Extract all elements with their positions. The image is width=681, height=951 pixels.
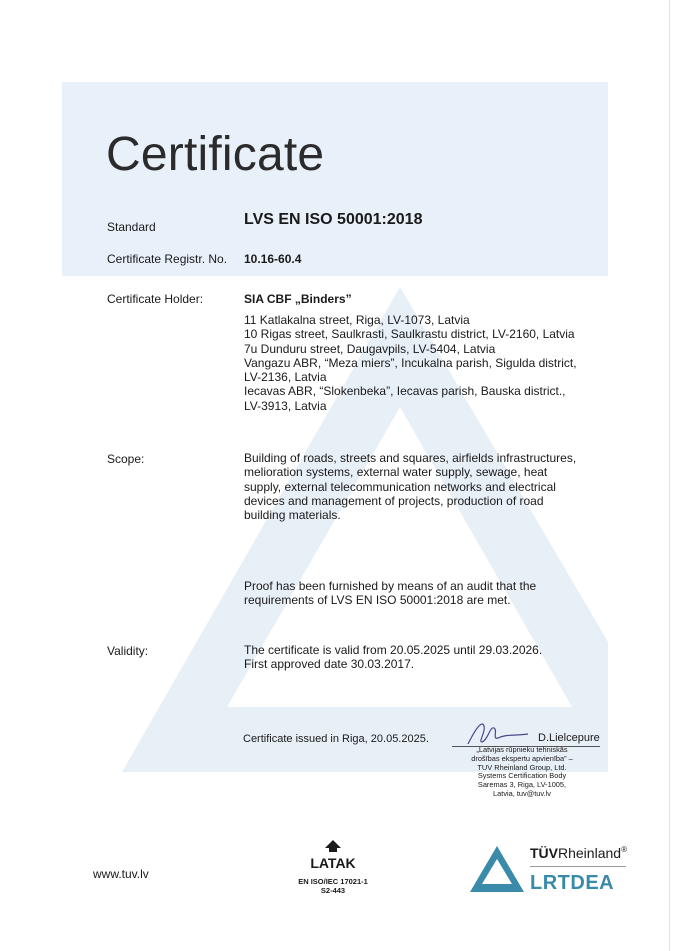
standard-value: LVS EN ISO 50001:2018 [244,211,423,228]
scope-text [244,451,576,522]
proof-line: requirements of LVS EN ISO 50001:2018 are met. [244,593,511,608]
standard-label: Standard [107,220,156,234]
address-line: 11 Katlakalna street, Riga, LV-1073, Latvia [244,313,470,327]
holder-name: SIA CBF „Binders” [244,292,352,306]
proof-line: Proof has been furnished by means of an audit that the [244,579,537,593]
page-edge-divider [669,0,670,951]
latak-logo-icon [303,838,363,872]
website-link[interactable]: www.tuv.lv [93,867,149,881]
issuer-stamp [442,746,602,799]
validity-line: First approved date 30.03.2017. [244,657,415,672]
scope-line: supply, external telecommunication networks and electrical [244,479,556,494]
issuer-line: „Latvijas rūpnieku tehniskās [476,745,568,754]
certificate-title: Certificate [106,128,325,181]
issuer-line: Saremas 3, Riga, LV-1005, [477,780,567,790]
address-line: LV-3913, Latvia [244,398,327,413]
signature-scribble-icon [462,718,532,748]
tuv-bold-text: TÜV [530,845,558,861]
issuer-line: Latvia, tuv@tuv.lv [493,788,551,798]
address-line: LV-2136, Latvia [244,370,327,385]
accreditation-line: S2-443 [320,886,346,895]
triangle-watermark-icon [62,82,608,812]
holder-address [244,313,577,413]
signatory-name: D.Lielcepure [538,732,600,744]
issuer-line: drošības ekspertu apvienība” – [471,753,573,763]
tuv-triangle-logo-icon [468,842,526,894]
scope-line: Building of roads, streets and squares, airfields infrastructures, [244,451,577,465]
brand-divider [530,866,626,867]
tuv-rheinland-wordmark [530,845,627,861]
certificate-panel [62,82,608,812]
scope-line: melioration systems, external water supply, sewage, heat [244,465,548,480]
tuv-rest-text: Rheinland [558,845,622,861]
svg-text:LATAK: LATAK [310,855,356,871]
accreditation-line: EN ISO/IEC 17021-1 [298,877,368,886]
scope-line: devices and management of projects, production of road [244,493,544,508]
registr-label: Certificate Registr. No. [107,252,228,266]
registered-mark: ® [621,845,627,854]
validity-text [244,643,542,672]
address-line: 10 Rigas street, Saulkrasti, Saulkrastu district, LV-2160, Latvia [244,327,575,342]
address-line: Iecavas ABR, “Slokenbeka”, Iecavas parish, Bauska district., [244,384,566,399]
holder-label: Certificate Holder: [107,292,204,306]
scope-line: building materials. [244,508,341,523]
address-line: Vangazu ABR, “Meza miers”, Incukalna parish, Sigulda district, [244,355,577,370]
lrtdea-wordmark: LRTDEA [530,872,615,894]
latak-accreditation [268,838,398,895]
validity-line: The certificate is valid from 20.05.2025 until 29.03.2026. [244,643,543,657]
proof-text [244,579,536,608]
registr-value: 10.16-60.4 [244,252,302,266]
issuer-line: Systems Certification Body [477,771,567,781]
validity-label: Validity: [107,644,149,658]
issued-text: Certificate issued in Riga, 20.05.2025. [243,733,429,745]
issuer-line: TUV Rheinland Group, Ltd. [477,762,567,772]
scope-label: Scope: [107,452,145,466]
address-line: 7u Dunduru street, Daugavpils, LV-5404, Latvia [244,341,496,356]
